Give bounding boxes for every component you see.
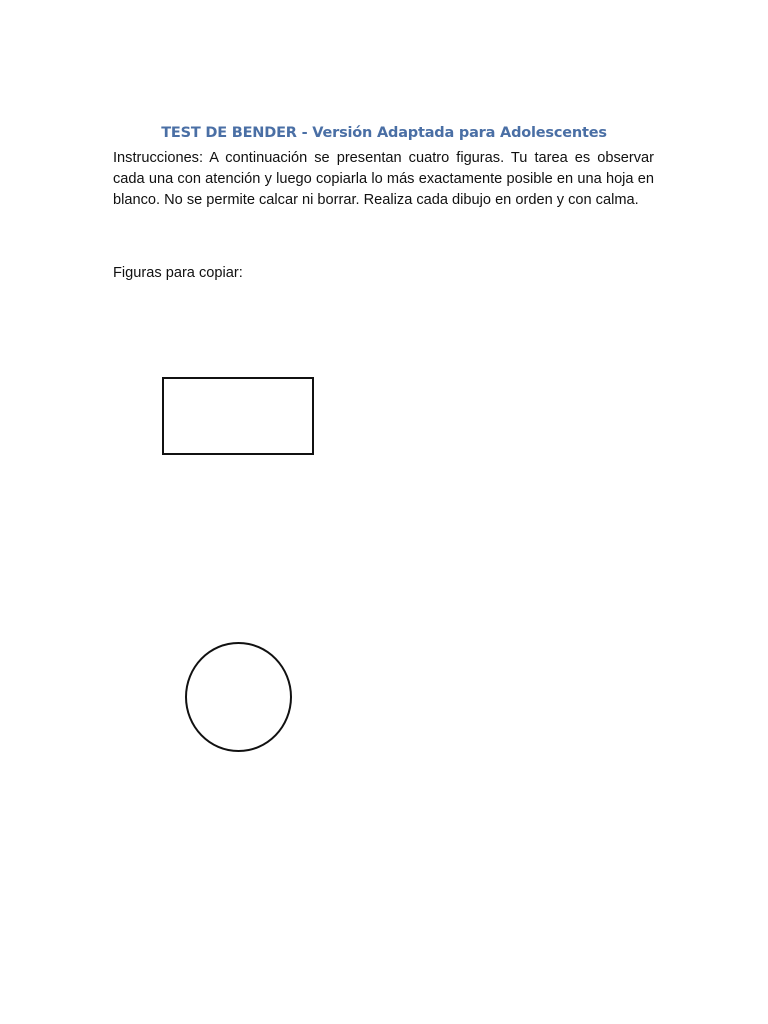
figure-circle (185, 642, 292, 752)
instructions-paragraph: Instrucciones: A continuación se presentan cuatro figuras. Tu tarea es observar cada una con atención y luego copiarla lo más exactamente posible en una hoja en blanco. No se permite calcar ni borrar. Realiza cada dibujo en orden y con calma. (113, 150, 654, 208)
figure-rectangle (162, 377, 314, 455)
figures-heading: Figuras para copiar: (113, 265, 243, 281)
document-title: TEST DE BENDER - Versión Adaptada para Adolescentes (161, 125, 607, 141)
